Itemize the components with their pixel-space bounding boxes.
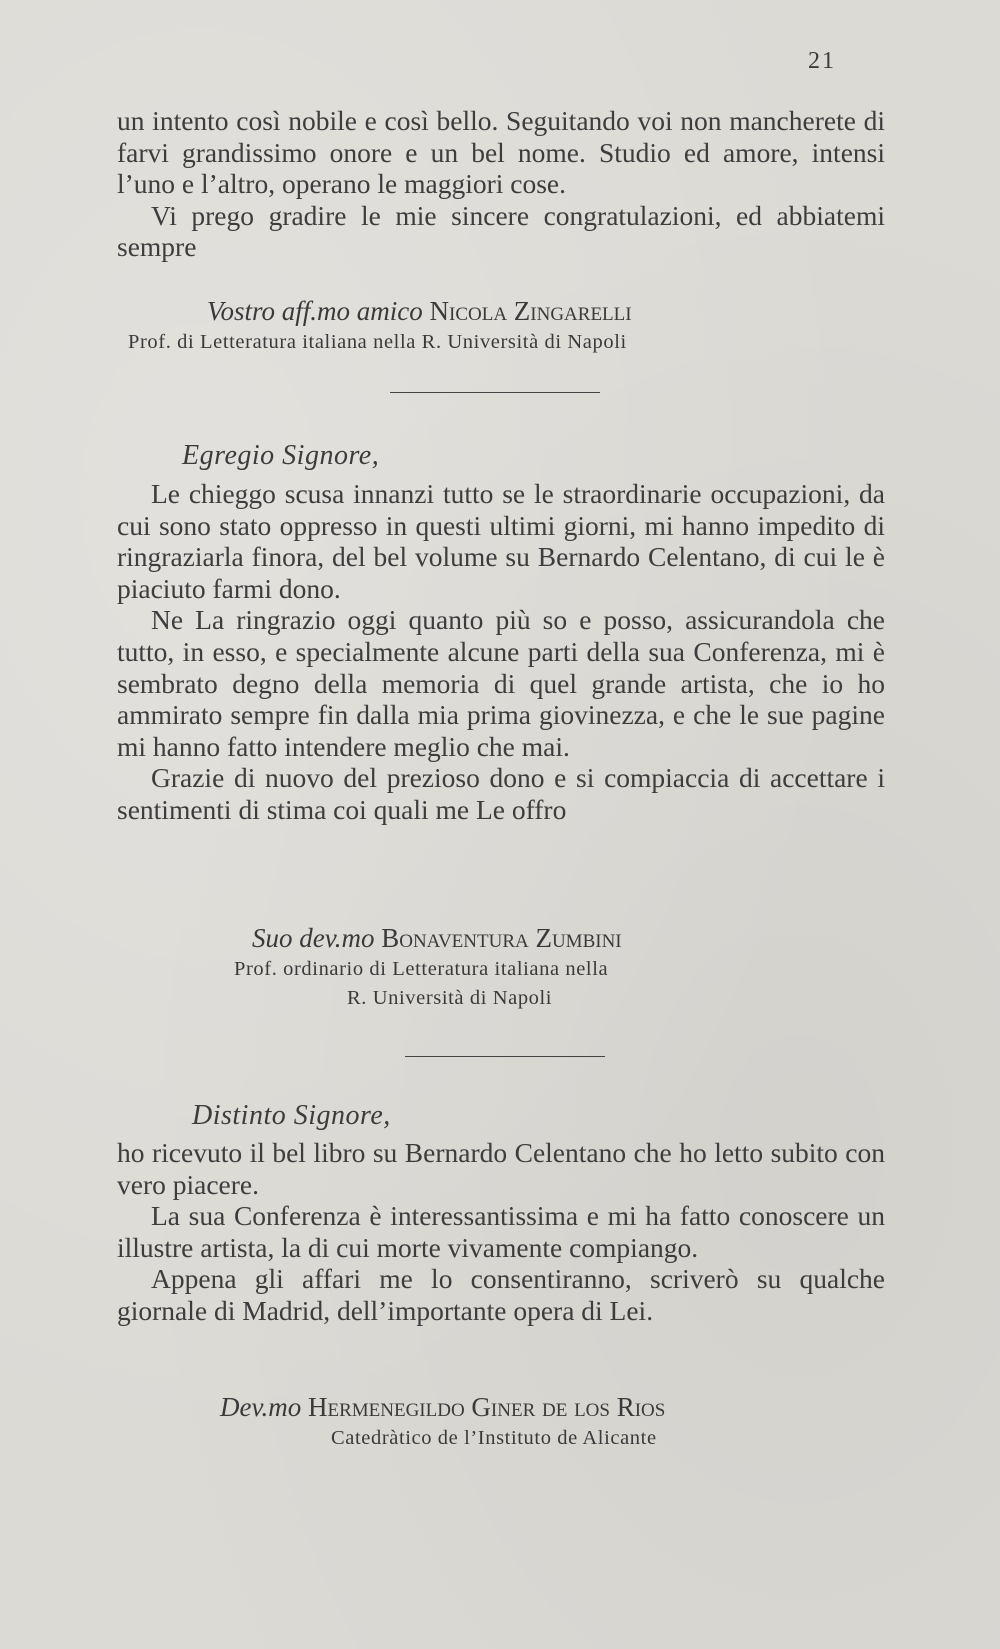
letter-1-closing: Vostro aff.mo amico: [207, 296, 423, 326]
letter-1-body: [117, 105, 885, 263]
letter-3-paragraph: ho ricevuto il bel libro su Bernardo Celentano che ho letto subito con vero piacere.: [117, 1137, 885, 1200]
letter-2-salutation: Egregio Signore,: [182, 440, 380, 471]
letter-2-signer: Bonaventura Zumbini: [381, 923, 622, 953]
letter-3-signature: [220, 1391, 665, 1423]
letter-2-affiliation-line: Prof. ordinario di Letteratura italiana nella: [234, 958, 609, 980]
section-divider: [390, 392, 600, 393]
letter-3-paragraph: La sua Conferenza è interessantissima e mi ha fatto conoscere un illustre artista, la di cui morte vivamente compiango.: [117, 1200, 885, 1263]
letter-3-signer: Hermenegildo Giner de los Rios: [307, 1392, 666, 1422]
letter-2-body: [117, 478, 885, 826]
letter-3-closing: Dev.mo: [220, 1392, 302, 1422]
letter-1-paragraph: Vi prego gradire le mie sincere congratulazioni, ed abbiatemi sempre: [117, 199, 885, 263]
letter-1-affiliation: Prof. di Letteratura italiana nella R. Università di Napoli: [128, 331, 627, 353]
letter-2-affiliation-line: R. Università di Napoli: [347, 987, 553, 1009]
letter-1-paragraph: un intento così nobile e così bello. Seguitando voi non mancherete di farvi grandissimo onore e un bel nome. Studio ed amore, intensi l’uno e l’altro, operano le maggiori cose.: [117, 105, 885, 200]
letter-2-paragraph: Grazie di nuovo del prezioso dono e si compiaccia di accettare i sentimenti di stima coi quali me Le offro: [117, 762, 885, 825]
letter-2-paragraph: Le chieggo scusa innanzi tutto se le straordinarie occupazioni, da cui sono stato oppresso in questi ultimi giorni, mi hanno impedito di ringraziarla finora, del bel volume su Bernardo Celentano, di cui le è piaciuto farmi dono.: [117, 478, 885, 604]
letter-2-paragraph: Ne La ringrazio oggi quanto più so e posso, assicurandola che tutto, in esso, e specialmente alcune parti della sua Conferenza, mi è sembrato degno della memoria di quel grande artista, che io ho ammirato sempre fin dalla mia prima giovinezza, e che le sue pagine mi hanno fatto intendere meglio che mai.: [117, 604, 885, 762]
letter-2-signature: [252, 922, 622, 954]
letter-3-affiliation: Catedràtico de l’Instituto de Alicante: [331, 1427, 657, 1449]
letter-3-paragraph: Appena gli affari me lo consentiranno, scriverò su qualche giornale di Madrid, dell’importante opera di Lei.: [117, 1263, 885, 1326]
letter-1-signer: Nicola Zingarelli: [429, 296, 632, 326]
letter-3-salutation: Distinto Signore,: [192, 1100, 391, 1131]
section-divider: [405, 1056, 605, 1057]
letter-2-closing: Suo dev.mo: [252, 923, 375, 953]
letter-3-body: [117, 1137, 885, 1327]
page-number: 21: [808, 48, 836, 74]
letter-1-signature: [207, 295, 632, 327]
